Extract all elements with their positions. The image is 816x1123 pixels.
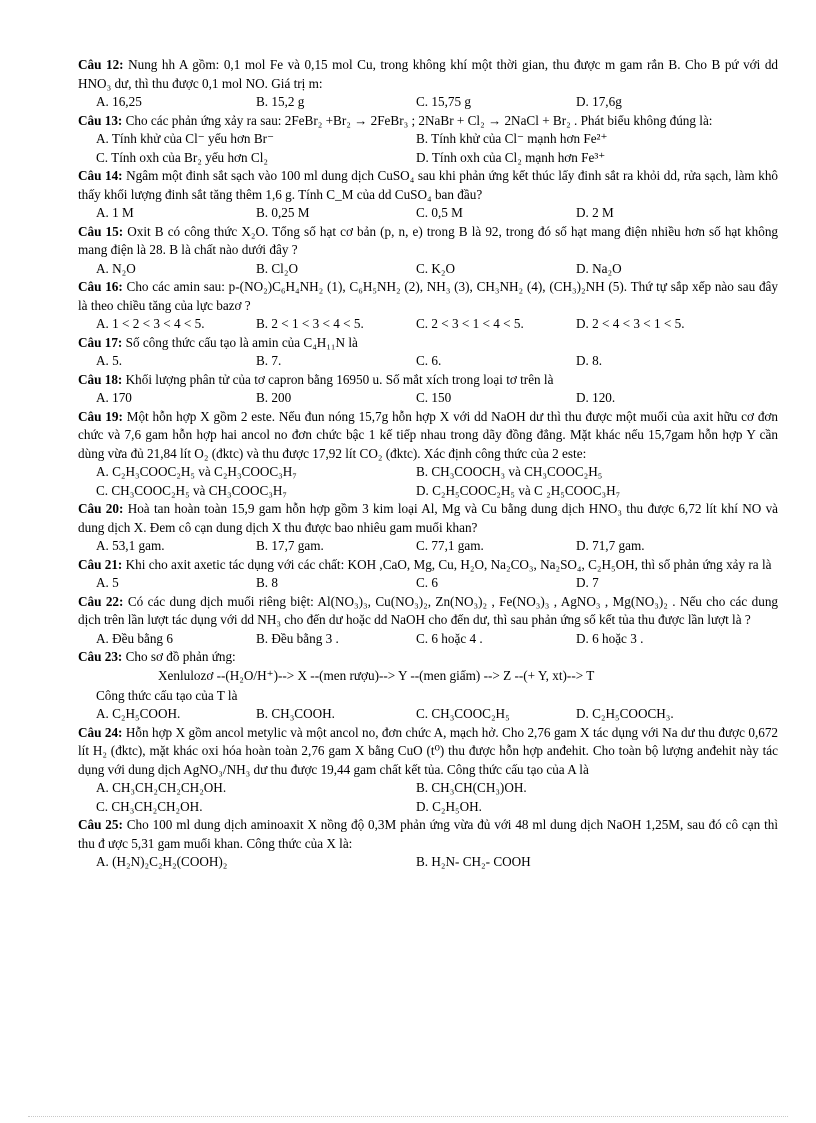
option-c[interactable]: C. CH₃COOC₂H₅ và CH₃COOC₃H₇: [96, 482, 287, 498]
answer-options: [78, 389, 778, 408]
option-d[interactable]: D. 120.: [576, 390, 616, 405]
option-b[interactable]: B. 0,25 M: [256, 205, 310, 220]
option-b[interactable]: B. CH₃CH(CH₃)OH.: [416, 780, 527, 795]
question-20: [78, 500, 778, 556]
question-label: Câu 19:: [78, 408, 123, 424]
option-c[interactable]: C. 0,5 M: [416, 205, 463, 220]
question-text: Số công thức cấu tạo là amin của C₄H₁₁N là: [125, 334, 358, 350]
option-b[interactable]: B. Đều bằng 3 .: [256, 630, 339, 646]
question-18: [78, 371, 778, 408]
option-b[interactable]: B. 200: [256, 390, 292, 405]
question-label: Câu 24:: [78, 724, 123, 740]
question-label: Câu 15:: [78, 223, 124, 239]
answer-options: [78, 352, 778, 371]
question-subtext: Công thức cấu tạo của T là: [96, 687, 238, 703]
option-a[interactable]: A. N₂O: [96, 260, 136, 276]
option-c[interactable]: C. Tính oxh của Br₂ yếu hơn Cl₂: [96, 149, 268, 165]
question-label: Câu 18:: [78, 371, 123, 387]
option-c[interactable]: C. 15,75 g: [416, 94, 471, 109]
option-a[interactable]: A. C₂H₃COOC₂H₅ và C₂H₃COOC₃H₇: [96, 464, 297, 479]
option-a[interactable]: A. 16,25: [96, 94, 142, 109]
option-d[interactable]: D. 6 hoặc 3 .: [576, 630, 644, 646]
option-b[interactable]: B. 17,7 gam.: [256, 538, 324, 553]
question-12: [78, 56, 778, 112]
answer-options: [78, 204, 778, 223]
answer-options-row-2: [78, 482, 778, 501]
option-d[interactable]: D. 8.: [576, 353, 603, 368]
answer-options: [78, 315, 778, 334]
answer-options-row-2: [78, 798, 778, 817]
option-a[interactable]: A. 5: [96, 575, 119, 590]
question-16: [78, 278, 778, 334]
question-text: Cho 100 ml dung dịch aminoaxit X nồng độ 0,3M phản ứng vừa đủ với 48 ml dung dịch NaOH 1,25M, sau đó cô cạn thì thu đ ược 5,31 gam muối khan. Công thức của X là:: [78, 817, 779, 851]
option-b[interactable]: B. CH₃COOCH₃ và CH₃COOC₂H₅: [416, 464, 603, 479]
option-a[interactable]: A. C₂H₅COOH.: [96, 706, 181, 721]
option-d[interactable]: D. C₂H₅COOCH₃.: [576, 706, 674, 721]
question-label: Câu 16:: [78, 279, 123, 294]
option-b[interactable]: B. CH₃COOH.: [256, 706, 335, 721]
question-label: Câu 25:: [78, 817, 123, 832]
option-c[interactable]: C. 6 hoặc 4 .: [416, 630, 483, 646]
answer-options-row-2: [78, 149, 778, 168]
answer-options-row-1: [78, 463, 778, 482]
option-b[interactable]: B. 7.: [256, 353, 282, 368]
question-label: Câu 20:: [78, 501, 124, 516]
option-c[interactable]: C. 2 < 3 < 1 < 4 < 5.: [416, 316, 524, 331]
option-c[interactable]: C. 6: [416, 575, 438, 590]
question-text: Hỗn hợp X gồm ancol metylic và một ancol no, đơn chức A, mạch hở. Cho 2,76 gam X tác dụng với Na dư thu được 0,672 lít H₂ (đktc), mặt khác oxi hóa hoàn toàn 2,76 gam X bằng CuO (t⁰) thu được hỗn hợp anđehit. Cho toàn bộ lượng anđehit này tác dụng với dung dịch AgNO₃/NH₃ dư thu được 19,44 gam chất kết tủa. Công thức cấu tạo của A là: [78, 724, 779, 777]
question-text: Hoà tan hoàn toàn 15,9 gam hỗn hợp gồm 3 kim loại Al, Mg và Cu bằng dung dịch HNO₃ thu được 6,72 lít khí NO và dung dịch X. Đem cô cạn dung dịch X thu được bao nhiêu gam muối khan?: [78, 501, 779, 535]
question-24: [78, 724, 778, 817]
option-a[interactable]: A. 170: [96, 390, 132, 405]
page-bottom-divider: [28, 1116, 788, 1117]
option-a[interactable]: A. (H₂N)₂C₂H₂(COOH)₂: [96, 854, 228, 869]
option-b[interactable]: B. Cl₂O: [256, 260, 298, 276]
option-a[interactable]: A. Tính khử của Cl⁻ yếu hơn Br⁻: [96, 131, 274, 146]
option-b[interactable]: B. 15,2 g: [256, 94, 305, 109]
answer-options-row-1: [78, 130, 778, 149]
option-c[interactable]: C. 150: [416, 390, 452, 405]
option-c[interactable]: C. CH₃COOC₂H₅: [416, 706, 510, 721]
question-text: Oxit B có công thức X₂O. Tổng số hạt cơ bản (p, n, e) trong B là 92, trong đó số hạt mang điện nhiều hơn số hạt không mang điện là 28. B là chất nào dưới đây ?: [78, 223, 779, 257]
reaction-scheme: Xenlulozơ --(H₂O/H⁺)--> X --(men rượu)--> Y --(men giấm) --> Z --(+ Y, xt)--> T: [158, 667, 595, 683]
option-d[interactable]: D. 2 < 4 < 3 < 1 < 5.: [576, 316, 685, 331]
answer-options: [78, 260, 778, 279]
question-text: Cho các amin sau: p-(NO₂)C₆H₄NH₂ (1), C₆H₅NH₂ (2), NH₃ (3), CH₃NH₂ (4), (CH₃)₂NH (5). Thứ tự sắp xếp nào sau đây là theo chiều tăng của lực bazơ ?: [78, 279, 778, 313]
option-d[interactable]: D. C₂H₅OH.: [416, 798, 482, 814]
answer-options: [78, 574, 778, 593]
option-a[interactable]: A. 1 M: [96, 205, 134, 220]
question-14: [78, 167, 778, 223]
option-d[interactable]: D. 71,7 gam.: [576, 538, 645, 553]
question-text: Cho các phản ứng xảy ra sau: 2FeBr₂ +Br₂ → 2FeBr₃ ; 2NaBr + Cl₂ → 2NaCl + Br₂ . Phát biểu không đúng là:: [125, 112, 713, 128]
question-15: [78, 223, 778, 279]
question-17: [78, 334, 778, 371]
question-25: [78, 816, 778, 872]
option-d[interactable]: D. C₂H₅COOC₂H₅ và C ₂H₅COOC₃H₇: [416, 482, 621, 498]
question-text: Nung hh A gồm: 0,1 mol Fe và 0,15 mol Cu, trong không khí một thời gian, thu được m gam rắn B. Cho B pứ với dd HNO₃ dư, thì thu được 0,1 mol NO. Giá trị m:: [78, 57, 779, 91]
option-a[interactable]: A. 1 < 2 < 3 < 4 < 5.: [96, 316, 205, 331]
answer-options-row-1: [78, 779, 778, 798]
option-b[interactable]: B. Tính khử của Cl⁻ mạnh hơn Fe²⁺: [416, 131, 608, 146]
option-b[interactable]: B. 8: [256, 575, 278, 590]
option-b[interactable]: B. H₂N- CH₂- COOH: [416, 854, 531, 869]
option-c[interactable]: C. CH₃CH₂CH₂OH.: [96, 798, 203, 814]
question-22: [78, 593, 778, 649]
question-text: Một hỗn hợp X gồm 2 este. Nếu đun nóng 15,7g hỗn hợp X với dd NaOH dư thì thu được một muối của axit hữu cơ đơn chức và 7,6 gam hỗn hợp hai ancol no đơn chức bậc 1 kế tiếp nhau trong dãy đồng đẳng. Mặt khác nếu 15,7gam hỗn hợp Y cần dùng vừa đủ 21,84 lít O₂ (đktc) và thu được 17,92 lít CO₂ (đktc). Xác định công thức của 2 este:: [78, 408, 778, 461]
option-d[interactable]: D. 17,6g: [576, 94, 622, 109]
question-13: [78, 112, 778, 168]
option-a[interactable]: A. 53,1 gam.: [96, 538, 165, 553]
option-d[interactable]: D. Tính oxh của Cl₂ mạnh hơn Fe³⁺: [416, 149, 606, 165]
option-d[interactable]: D. 2 M: [576, 205, 614, 220]
question-text: Cho sơ đồ phản ứng:: [125, 649, 236, 664]
question-text: Ngâm một đinh sắt sạch vào 100 ml dung dịch CuSO₄ sau khi phản ứng kết thúc lấy đinh sắt ra khỏi dd, rửa sạch, làm khô thấy khối lượng đinh sắt tăng thêm 1,6 g. Tính C_M của dd CuSO₄ ban đầu?: [78, 168, 779, 202]
option-c[interactable]: C. K₂O: [416, 260, 456, 276]
option-d[interactable]: D. 7: [576, 575, 599, 590]
question-19: [78, 408, 778, 501]
question-23: [78, 648, 778, 724]
option-a[interactable]: A. 5.: [96, 353, 123, 368]
answer-options: [78, 537, 778, 556]
option-c[interactable]: C. 6.: [416, 353, 442, 368]
question-label: Câu 22:: [78, 593, 124, 609]
option-a[interactable]: A. CH₃CH₂CH₂CH₂OH.: [96, 780, 227, 795]
question-label: Câu 21:: [78, 556, 123, 572]
option-d[interactable]: D. Na₂O: [576, 260, 622, 276]
question-text: Khi cho axit axetic tác dụng với các chất: KOH ,CaO, Mg, Cu, H₂O, Na₂CO₃, Na₂SO₄, C₂H₅OH, thì số phản ứng xảy ra là: [125, 556, 772, 572]
answer-options: [78, 630, 778, 649]
question-label: Câu 17:: [78, 334, 123, 350]
question-text: Khối lượng phân tử của tơ capron bằng 16950 u. Số mắt xích trong loại tơ trên là: [125, 371, 554, 387]
option-a[interactable]: A. Đều bằng 6: [96, 630, 173, 646]
question-label: Câu 13:: [78, 112, 123, 128]
answer-options: [78, 705, 778, 724]
question-21: [78, 556, 778, 593]
question-label: Câu 14:: [78, 168, 123, 183]
option-b[interactable]: B. 2 < 1 < 3 < 4 < 5.: [256, 316, 364, 331]
answer-options-row-1: [78, 853, 778, 872]
answer-options: [78, 93, 778, 112]
question-label: Câu 23:: [78, 649, 123, 664]
exam-page: [78, 56, 778, 872]
question-label: Câu 12:: [78, 57, 124, 72]
question-text: Có các dung dịch muối riêng biệt: Al(NO₃)₃, Cu(NO₃)₂, Zn(NO₃)₂ , Fe(NO₃)₃ , AgNO₃ , Mg(NO₃)₂ . Nếu cho các dung dịch trên lần lượt tác dụng với dd NH₃ cho đến dư hoặc dd NaOH cho đến dư, thì sau phản ứng số kết tủa thu được lần lượt là ?: [78, 593, 779, 627]
option-c[interactable]: C. 77,1 gam.: [416, 538, 484, 553]
